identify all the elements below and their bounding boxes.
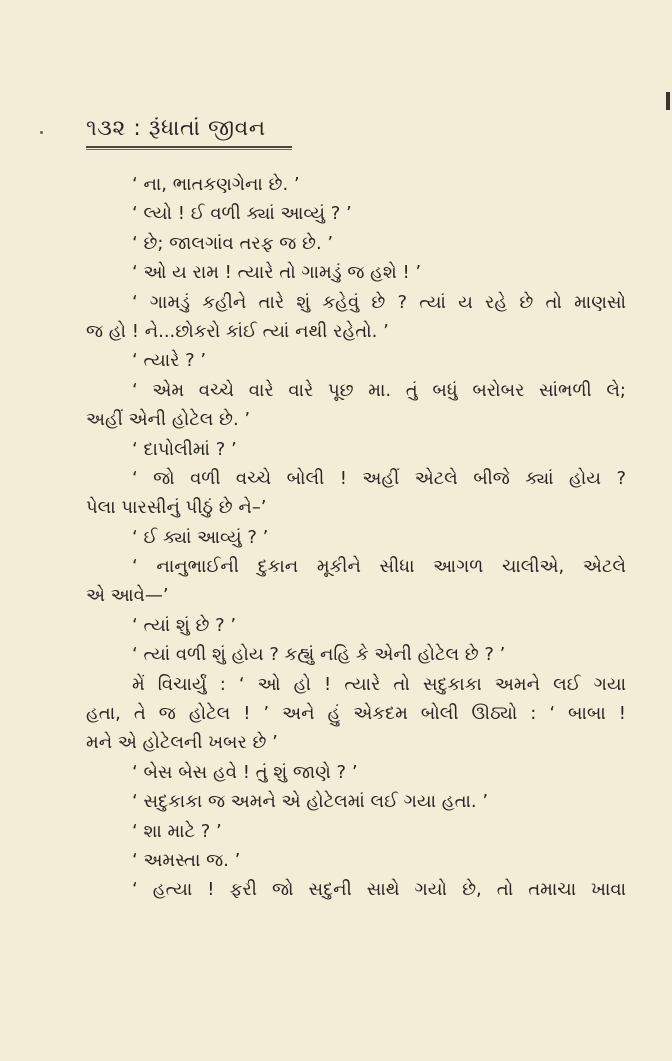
text-line: ‘ બેસ બેસ હવે ! તું શું જાણે ? ’ <box>132 761 358 783</box>
text-line: ‘ ઈ ક્યાં આવ્યું ? ’ <box>132 526 269 548</box>
text-line: ‘ છે; જાલગાંવ તરફ જ છે. ’ <box>132 232 334 254</box>
text-line: ‘ નાનુભાઈની દુકાન મૂકીને સીધા આગળ ચાલીએ, એટલે <box>132 556 626 578</box>
text-line: ‘ ગામડું કહીને તારે શું કહેવું છે ? ત્યાં ય રહે છે તો માણસો <box>132 291 626 313</box>
text-line: અહીં એની હોટેલ છે. ’ <box>86 409 251 431</box>
text-line: ‘ શા માટે ? ’ <box>132 820 222 842</box>
text-line: ‘ સદુકાકા જ અમને એ હોટેલમાં લઈ ગયા હતા. ’ <box>132 791 489 813</box>
edge-mark <box>666 92 670 110</box>
header-rule <box>86 146 292 150</box>
text-line: ‘ જો વળી વચ્ચે બોલી ! અહીં એટલે બીજે ક્યાં હોય ? <box>132 467 626 489</box>
text-line: ‘ લ્યો ! ઈ વળી ક્યાં આવ્યું ? ’ <box>132 203 352 225</box>
text-line: ‘ હત્યા ! ફરી જો સદુની સાથે ગયો છે, તો તમાચા ખાવા <box>132 879 626 901</box>
text-line: ‘ ના, ભાતકણગેના છે. ’ <box>132 174 300 195</box>
text-line: મને એ હોટેલની ખબર છે ’ <box>86 732 278 754</box>
text-line: એ આવે—’ <box>86 585 169 607</box>
text-line: ‘ દાપોલીમાં ? ’ <box>132 438 237 460</box>
text-line: જ હો ! ને...છોકરો કાંઈ ત્યાં નથી રહેતો. ’ <box>86 320 389 342</box>
text-line: ‘ ત્યાં શું છે ? ’ <box>132 614 237 636</box>
text-line: હતા, તે જ હોટેલ ! ’ અને હું એકદમ બોલી ઊઠ્યો : ‘ બાબા ! <box>86 703 626 725</box>
text-line: પેલા પારસીનું પીઠું છે ને–’ <box>86 497 267 519</box>
running-header: ૧૩૨ : રૂંધાતાં જીવન <box>86 116 266 141</box>
text-line: ‘ ત્યાં વળી શું હોય ? કહ્યું નહિ કે એની હોટેલ છે ? ’ <box>132 644 506 666</box>
body-text <box>86 170 626 905</box>
text-line: મેં વિચાર્યું : ‘ ઓ હો ! ત્યારે તો સદુકાકા અમને લઈ ગયા <box>132 673 626 695</box>
text-line: ‘ એમ વચ્ચે વારે વારે પૂછ મા. તું બધું બરોબર સાંભળી લે; <box>132 379 626 401</box>
margin-dot <box>40 131 43 134</box>
text-line: ‘ અમસ્તા જ. ’ <box>132 849 241 871</box>
text-line: ‘ ત્યારે ? ’ <box>132 350 207 372</box>
text-line: ‘ ઓ ય રામ ! ત્યારે તો ગામડું જ હશે ! ’ <box>132 262 422 284</box>
